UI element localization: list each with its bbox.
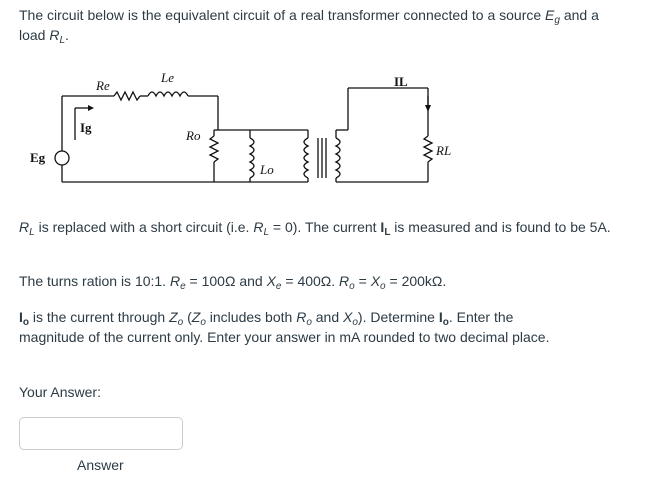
question-intro: The circuit below is the equivalent circuit of a real transformer connected to a source $E_g$ and a load $R_L$. [19, 7, 599, 46]
secondary-winding [336, 138, 340, 178]
resistor-rl [424, 136, 432, 162]
label-il: IL [394, 74, 408, 89]
label-ro: Ro [186, 128, 201, 143]
primary-winding [304, 138, 308, 178]
label-ig: Ig [80, 120, 92, 135]
label-le: Le [161, 70, 174, 85]
label-lo: Lo [260, 162, 274, 177]
answer-input[interactable] [19, 417, 183, 450]
answer-label: Answer [77, 457, 124, 473]
transformer-circuit-diagram [18, 60, 478, 205]
label-rl: RL [436, 143, 452, 158]
resistor-re [114, 92, 140, 100]
resistor-ro [210, 136, 218, 162]
paragraph-short-circuit: $R_L$ is replaced with a short circuit (i.e. $R_L = 0$). The current $I_L$ is measured and is found to be 5A. [19, 219, 611, 238]
label-eg: Eg [30, 150, 46, 165]
paragraph-task: $I_o$ is the current through $Z_o$ ($Z_o$ includes both $R_o$ and $X_o$). Determine $I_o$. Enter the magnitude of the current only. Enter your answer in mA rounded to two decimal place. [19, 309, 550, 345]
inductor-le [148, 92, 188, 96]
source-symbol [55, 151, 69, 165]
label-re: Re [96, 78, 110, 93]
paragraph-parameters: The turns ration is 10:1. $R_e = 100\Omega$ and $X_e = 400\Omega$. $R_o = X_o = 200k\Omega$. [19, 273, 447, 292]
inductor-lo [250, 138, 254, 178]
your-answer-heading: Your Answer: [19, 384, 101, 400]
